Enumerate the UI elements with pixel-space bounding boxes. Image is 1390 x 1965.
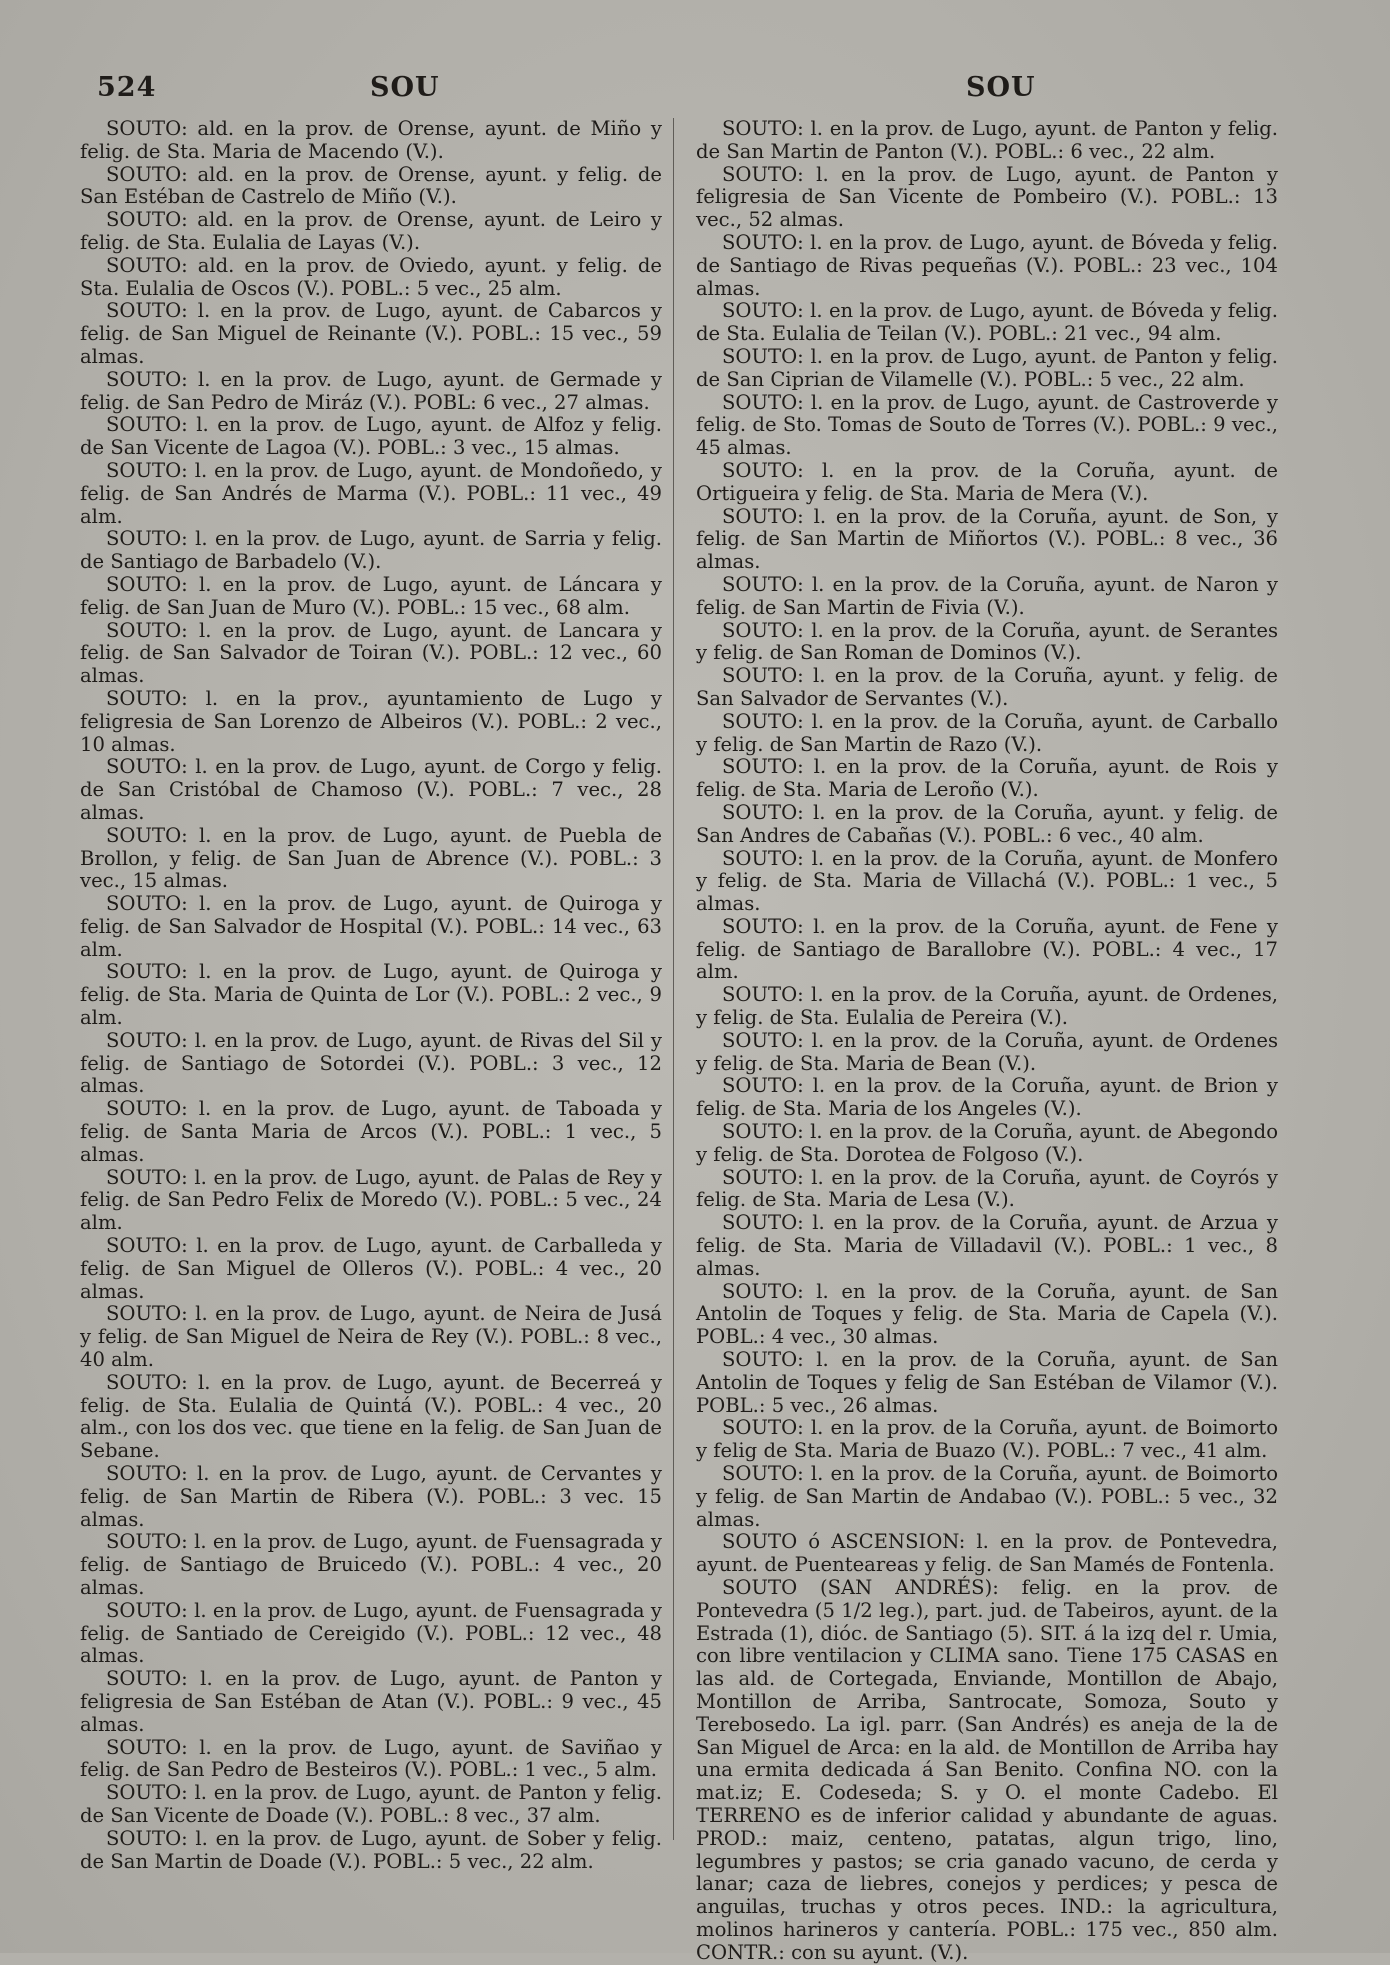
entry: SOUTO: l. en la prov. de Lugo, ayunt. de Lancara y felig. de San Salvador de Toiran (V.). POBL.: 12 vec., 60 almas. (80, 618, 662, 688)
entry: SOUTO: l. en la prov. de Lugo, ayunt. de Germade y felig. de San Pedro de Miráz (V.). POBL: 6 vec., 27 almas. (80, 367, 662, 414)
entry: SOUTO: l. en la prov. de Lugo, ayunt. de Sober y felig. de San Martin de Doade (V.). POBL.: 5 vec., 22 alm. (80, 1826, 662, 1873)
entry: SOUTO: l. en la prov. de Lugo, ayunt. de Palas de Rey y felig. de San Pedro Felix de Moredo (V.). POBL.: 5 vec., 24 alm. (80, 1165, 662, 1235)
entry: SOUTO ó ASCENSION: l. en la prov. de Pontevedra, ayunt. de Puenteareas y felig. de San Mamés de Fontenla. (696, 1530, 1278, 1577)
running-head-right: SOU (966, 72, 1036, 103)
entry: SOUTO: l. en la prov. de la Coruña, ayunt. de Fene y felig. de Santiago de Barallobre (V.). POBL.: 4 vec., 17 alm. (696, 914, 1278, 984)
entry: SOUTO: l. en la prov. de Lugo, ayunt. de Panton y feligresia de San Vicente de Pombeiro (V.). POBL.: 13 vec., 52 almas. (696, 162, 1278, 232)
entry: SOUTO: l. en la prov. de la Coruña, ayunt. de Son, y felig. de San Martin de Miñortos (V.). POBL.: 8 vec., 36 almas. (696, 504, 1278, 574)
entry: SOUTO: l. en la prov. de la Coruña, ayunt. y felig. de San Andres de Cabañas (V.). POBL.: 6 vec., 40 alm. (696, 800, 1278, 847)
entry: SOUTO: l. en la prov. de Lugo, ayunt. de Quiroga y felig. de San Salvador de Hospital (V.). POBL.: 14 vec., 63 alm. (80, 892, 662, 961)
entry: SOUTO: l. en la prov. de Lugo, ayunt. de Quiroga y felig. de Sta. Maria de Quinta de Lor (V.). POBL.: 2 vec., 9 alm. (80, 960, 662, 1030)
entry: SOUTO: l. en la prov. de Lugo, ayunt. de Neira de Jusá y felig. de San Miguel de Neira de Rey (V.). POBL.: 8 vec., 40 alm. (80, 1302, 662, 1372)
right-column (696, 118, 1278, 1965)
entry: SOUTO: l. en la prov. de Lugo, ayunt. de Sarria y felig. de Santiago de Barbadelo (V.). (80, 527, 662, 574)
entry: SOUTO: l. en la prov. de Lugo, ayunt. de Taboada y felig. de Santa Maria de Arcos (V.). POBL.: 1 vec., 5 almas. (80, 1097, 662, 1166)
entry: SOUTO: l. en la prov. de la Coruña, ayunt. de Coyrós y felig. de Sta. Maria de Lesa (V.). (696, 1165, 1278, 1212)
entry: SOUTO: l. en la prov. de Lugo, ayunt. de Rivas del Sil y felig. de Santiago de Sotordei (V.). POBL.: 3 vec., 12 almas. (80, 1028, 662, 1098)
entry: SOUTO: ald. en la prov. de Orense, ayunt. y felig. de San Estéban de Castrelo de Miño (V.). (80, 162, 662, 209)
page-header (0, 72, 1390, 112)
entry: SOUTO: l. en la prov. de Lugo, ayunt. de Alfoz y felig. de San Vicente de Lagoa (V.). POBL.: 3 vec., 15 almas. (80, 413, 662, 460)
entry: SOUTO: l. en la prov. de la Coruña, ayunt. de Ordenes, y felig. de Sta. Eulalia de Pereira (V.). (696, 983, 1278, 1030)
entry: SOUTO: l. en la prov. de la Coruña, ayunt. de Arzua y felig. de Sta. Maria de Villadavil (V.). POBL.: 1 vec., 8 almas. (696, 1211, 1278, 1280)
entry: SOUTO: l. en la prov. de Lugo, ayunt. de Castroverde y felig. de Sto. Tomas de Souto de Torres (V.). POBL.: 9 vec., 45 almas. (696, 390, 1278, 460)
entry: SOUTO: l. en la prov. de Lugo, ayunt. de Panton y feligresia de San Estéban de Atan (V.). POBL.: 9 vec., 45 almas. (80, 1667, 662, 1736)
entry: SOUTO (SAN ANDRÉS): felig. en la prov. de Pontevedra (5 1/2 leg.), part. jud. de Tabeiros, ayunt. de la Estrada (1), dióc. de Santiago (5). SIT. á la izq del r. Umia, con libre ventilacion y CLIMA sano. Tiene 175 CASAS en las ald. de Cortegada, Enviande, Montillon de Abajo, Montillon de Arriba, Santrocate, Somoza, Souto y Terebosedo. La igl. parr. (San Andrés) es aneja de la de San Miguel de Arca: en la ald. de Montillon de Arriba hay una ermita dedicada á San Benito. Confina NO. con la mat.iz; E. Codeseda; S. y O. el monte Cadebo. El TERRENO es de inferior calidad y abundante de aguas. PROD.: maiz, centeno, patatas, algun trigo, lino, legumbres y pastos; se cria ganado vacuno, de cerda y lanar; caza de liebres, conejos y perdices; y pesca de anguilas, truchas y otros peces. IND.: la agricultura, molinos harineros y cantería. POBL.: 175 vec., 850 alm. CONTR.: con su ayunt. (V.). (696, 1576, 1278, 1964)
entry: SOUTO: l. en la prov. de la Coruña, ayunt. de Abegondo y felig. de Sta. Dorotea de Folgoso (V.). (696, 1120, 1278, 1166)
entry: SOUTO: l. en la prov. de Lugo, ayunt. de Panton y felig. de San Martin de Panton (V.). POBL.: 6 vec., 22 alm. (696, 117, 1278, 163)
entry: SOUTO: l. en la prov. de Lugo, ayunt. de Bóveda y felig. de Santiago de Rivas pequeñas (V.). POBL.: 23 vec., 104 almas. (696, 230, 1278, 300)
entry: SOUTO: ald. en la prov. de Orense, ayunt. de Miño y felig. de Sta. Maria de Macendo (V.). (80, 117, 662, 163)
entry: SOUTO: l. en la prov. de Lugo, ayunt. de Panton y felig. de San Ciprian de Vilamelle (V.). POBL.: 5 vec., 22 alm. (696, 344, 1278, 391)
entry: SOUTO: l. en la prov. de la Coruña, ayunt. de San Antolin de Toques y felig. de Sta. Maria de Capela (V.). POBL.: 4 vec., 30 almas. (696, 1279, 1278, 1349)
entry: SOUTO: l. en la prov. de Lugo, ayunt. de Láncara y felig. de San Juan de Muro (V.). POBL.: 15 vec., 68 alm. (80, 572, 662, 619)
entry: SOUTO: l. en la prov. de la Coruña, ayunt. de Serantes y felig. de San Roman de Dominos (V.). (696, 618, 1278, 665)
entry: SOUTO: l. en la prov. de Lugo, ayunt. de Corgo y felig. de San Cristóbal de Chamoso (V.). POBL.: 7 vec., 28 almas. (80, 755, 662, 824)
entry: SOUTO: l. en la prov. de la Coruña, ayunt. de Boimorto y felig de Sta. Maria de Buazo (V.). POBL.: 7 vec., 41 alm. (696, 1416, 1278, 1463)
entry: SOUTO: l. en la prov. de la Coruña, ayunt. y felig. de San Salvador de Servantes (V.). (696, 664, 1278, 710)
entry: SOUTO: ald. en la prov. de Oviedo, ayunt. y felig. de Sta. Eulalia de Oscos (V.). POBL.: 5 vec., 25 alm. (80, 253, 662, 300)
entry: SOUTO: ald. en la prov. de Orense, ayunt. de Leiro y felig. de Sta. Eulalia de Layas (V.). (80, 208, 662, 254)
entry: SOUTO: l. en la prov. de Lugo, ayunt. de Bóveda y felig. de Sta. Eulalia de Teilan (V.). POBL.: 21 vec., 94 alm. (696, 299, 1278, 346)
entry: SOUTO: l. en la prov. de Lugo, ayunt. de Mondoñedo, y felig. de San Andrés de Marma (V.). POBL.: 11 vec., 49 alm. (80, 458, 662, 528)
entry: SOUTO: l. en la prov. de Lugo, ayunt. de Cabarcos y felig. de San Miguel de Reinante (V.). POBL.: 15 vec., 59 almas. (80, 299, 662, 368)
entry: SOUTO: l. en la prov. de la Coruña, ayunt. de Rois y felig. de Sta. Maria de Leroño (V.). (696, 755, 1278, 802)
entry: SOUTO: l. en la prov. de Lugo, ayunt. de Fuensagrada y felig. de Santiago de Bruicedo (V.). POBL.: 4 vec., 20 almas. (80, 1530, 662, 1599)
entry: SOUTO: l. en la prov. de Lugo, ayunt. de Fuensagrada y felig. de Santiado de Cereigido (V.). POBL.: 12 vec., 48 almas. (80, 1598, 662, 1668)
left-column (80, 118, 662, 1873)
entry: SOUTO: l. en la prov. de Lugo, ayunt. de Puebla de Brollon, y felig. de San Juan de Abrence (V.). POBL.: 3 vec., 15 almas. (80, 823, 662, 893)
entry: SOUTO: l. en la prov. de la Coruña, ayunt. de Ortigueira y felig. de Sta. Maria de Mera (V.). (696, 458, 1278, 505)
entry: SOUTO: l. en la prov. de Lugo, ayunt. de Carballeda y felig. de San Miguel de Olleros (V.). POBL.: 4 vec., 20 almas. (80, 1234, 662, 1303)
entry: SOUTO: l. en la prov. de Lugo, ayunt. de Becerreá y felig. de Sta. Eulalia de Quintá (V.). POBL.: 4 vec., 20 alm., con los dos vec. que tiene en la felig. de San Juan de Sebane. (80, 1370, 662, 1463)
entry: SOUTO: l. en la prov. de la Coruña, ayunt. de Naron y felig. de San Martin de Fivia (V.). (696, 572, 1278, 619)
entry: SOUTO: l. en la prov. de la Coruña, ayunt. de Boimorto y felig. de San Martin de Andabao (V.). POBL.: 5 vec., 32 almas. (696, 1462, 1278, 1531)
entry: SOUTO: l. en la prov. de la Coruña, ayunt. de Monfero y felig. de Sta. Maria de Villachá (V.). POBL.: 1 vec., 5 almas. (696, 846, 1278, 916)
entry: SOUTO: l. en la prov. de Lugo, ayunt. de Saviñao y felig. de San Pedro de Besteiros (V.). POBL.: 1 vec., 5 alm. (80, 1735, 662, 1782)
entry: SOUTO: l. en la prov., ayuntamiento de Lugo y feligresia de San Lorenzo de Albeiros (V.). POBL.: 2 vec., 10 almas. (80, 686, 662, 756)
entry: SOUTO: l. en la prov. de Lugo, ayunt. de Cervantes y felig. de San Martin de Ribera (V.). POBL.: 3 vec. 15 almas. (80, 1462, 662, 1531)
entry: SOUTO: l. en la prov. de la Coruña, ayunt. de Brion y felig. de Sta. Maria de los Angeles (V.). (696, 1074, 1278, 1121)
column-divider (673, 118, 674, 1840)
entry: SOUTO: l. en la prov. de la Coruña, ayunt. de San Antolin de Toques y felig de San Estéban de Vilamor (V.). POBL.: 5 vec., 26 almas. (696, 1348, 1278, 1417)
page-number: 524 (97, 72, 157, 103)
entry: SOUTO: l. en la prov. de la Coruña, ayunt. de Carballo y felig. de San Martin de Razo (V.). (696, 709, 1278, 756)
entry: SOUTO: l. en la prov. de la Coruña, ayunt. de Ordenes y felig. de Sta. Maria de Bean (V.). (696, 1028, 1278, 1075)
running-head-left: SOU (370, 72, 440, 103)
entry: SOUTO: l. en la prov. de Lugo, ayunt. de Panton y felig. de San Vicente de Doade (V.). POBL.: 8 vec., 37 alm. (80, 1781, 662, 1827)
